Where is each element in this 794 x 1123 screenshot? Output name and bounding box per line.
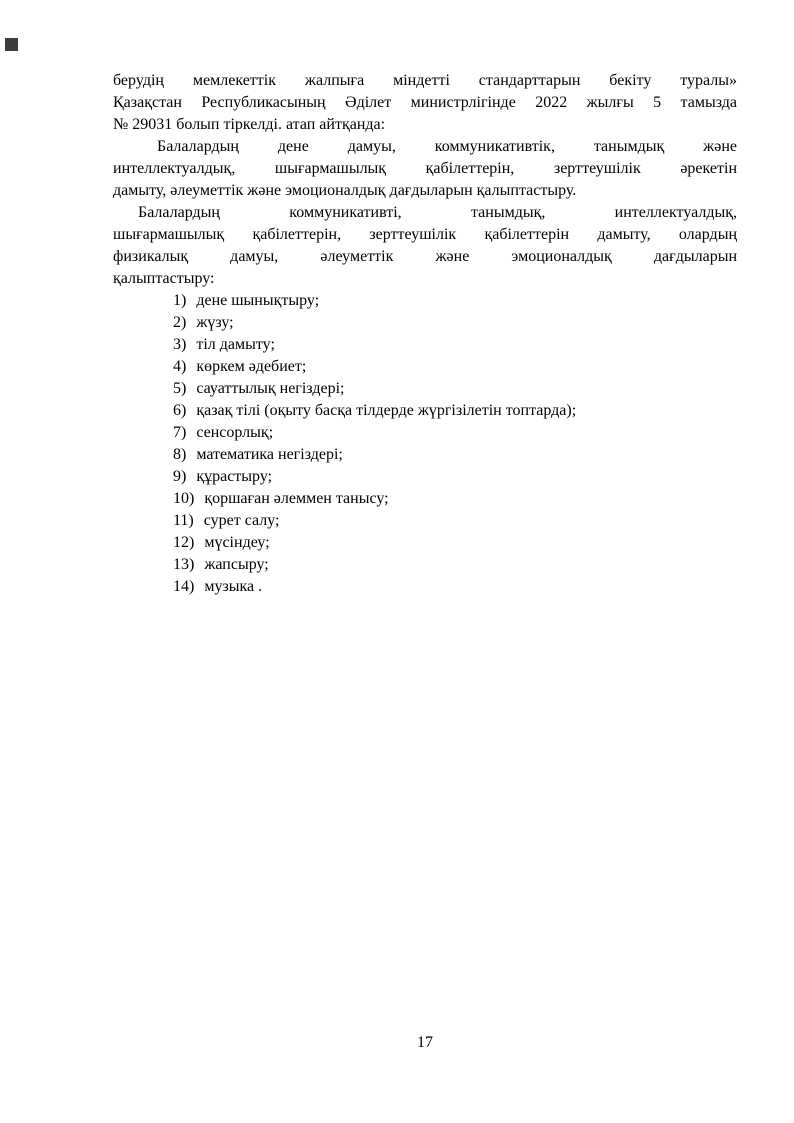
paragraph-line: интеллектуалдық, шығармашылық қабілеттерін, зерттеушілік әрекетін xyxy=(113,160,737,177)
item-number: 1) xyxy=(173,292,187,309)
item-text: құрастыру; xyxy=(196,468,273,485)
list-item xyxy=(173,312,737,334)
item-number: 12) xyxy=(173,534,195,551)
document-body xyxy=(113,70,737,598)
list-item xyxy=(173,334,737,356)
item-text: жапсыру; xyxy=(204,556,269,573)
item-text: музыка . xyxy=(204,578,263,595)
item-text: сенсорлық; xyxy=(196,424,274,441)
page-number: 17 xyxy=(417,1034,433,1051)
paragraph-line: Балалардың дене дамуы, коммуникативтік, танымдық және xyxy=(157,138,737,155)
paragraph-line: Қазақстан Республикасының Әділет министрлігінде 2022 жылғы 5 тамызда xyxy=(113,94,737,111)
list-item xyxy=(173,422,737,444)
item-number: 10) xyxy=(173,490,195,507)
item-number: 8) xyxy=(173,446,187,463)
item-number: 6) xyxy=(173,402,187,419)
item-text: көркем әдебиет; xyxy=(196,358,307,375)
item-text: қазақ тілі (оқыту басқа тілдерде жүргізілетін топтарда); xyxy=(196,402,577,419)
item-text: математика негіздері; xyxy=(196,446,343,463)
paragraph-line: қалыптастыру: xyxy=(113,270,215,287)
paragraph-line: физикалық дамуы, әлеуметтік және эмоционалдық дағдыларын xyxy=(113,248,737,265)
paragraph-continuation xyxy=(113,70,737,136)
item-number: 5) xyxy=(173,380,187,397)
paragraph xyxy=(113,136,737,202)
list-item xyxy=(173,488,737,510)
paragraph-line: № 29031 болып тіркелді. атап айтқанда: xyxy=(113,116,386,133)
item-text: қоршаған әлеммен танысу; xyxy=(204,490,389,507)
item-text: мүсіндеу; xyxy=(204,534,270,551)
list-item xyxy=(173,356,737,378)
item-number: 4) xyxy=(173,358,187,375)
item-text: тіл дамыту; xyxy=(196,336,275,353)
item-number: 7) xyxy=(173,424,187,441)
paragraph-line: Балалардың коммуникативті, танымдық, интеллектуалдық, xyxy=(138,204,737,221)
list-item xyxy=(173,532,737,554)
paragraph-line: берудің мемлекеттік жалпыға міндетті стандарттарын бекіту туралы» xyxy=(113,72,737,89)
item-number: 9) xyxy=(173,468,187,485)
item-text: жүзу; xyxy=(196,314,234,331)
list-item xyxy=(173,400,737,422)
item-number: 13) xyxy=(173,556,195,573)
list-item xyxy=(173,444,737,466)
item-number: 2) xyxy=(173,314,187,331)
item-number: 14) xyxy=(173,578,195,595)
item-text: сурет салу; xyxy=(203,512,280,529)
paragraph xyxy=(113,202,737,290)
item-text: дене шынықтыру; xyxy=(196,292,320,309)
paragraph-line: шығармашылық қабілеттерін, зерттеушілік қабілеттерін дамыту, олардың xyxy=(113,226,737,243)
list-item xyxy=(173,378,737,400)
item-text: сауаттылық негіздері; xyxy=(196,380,345,397)
list-item xyxy=(173,510,737,532)
list-item xyxy=(173,576,737,598)
list-item xyxy=(173,466,737,488)
corner-mark xyxy=(5,38,18,51)
list-item xyxy=(173,554,737,576)
item-number: 3) xyxy=(173,336,187,353)
list-item xyxy=(173,290,737,312)
numbered-list xyxy=(173,290,737,598)
item-number: 11) xyxy=(173,512,194,529)
paragraph-line: дамыту, әлеуметтік және эмоционалдық дағдыларын қалыптастыру. xyxy=(113,182,577,199)
